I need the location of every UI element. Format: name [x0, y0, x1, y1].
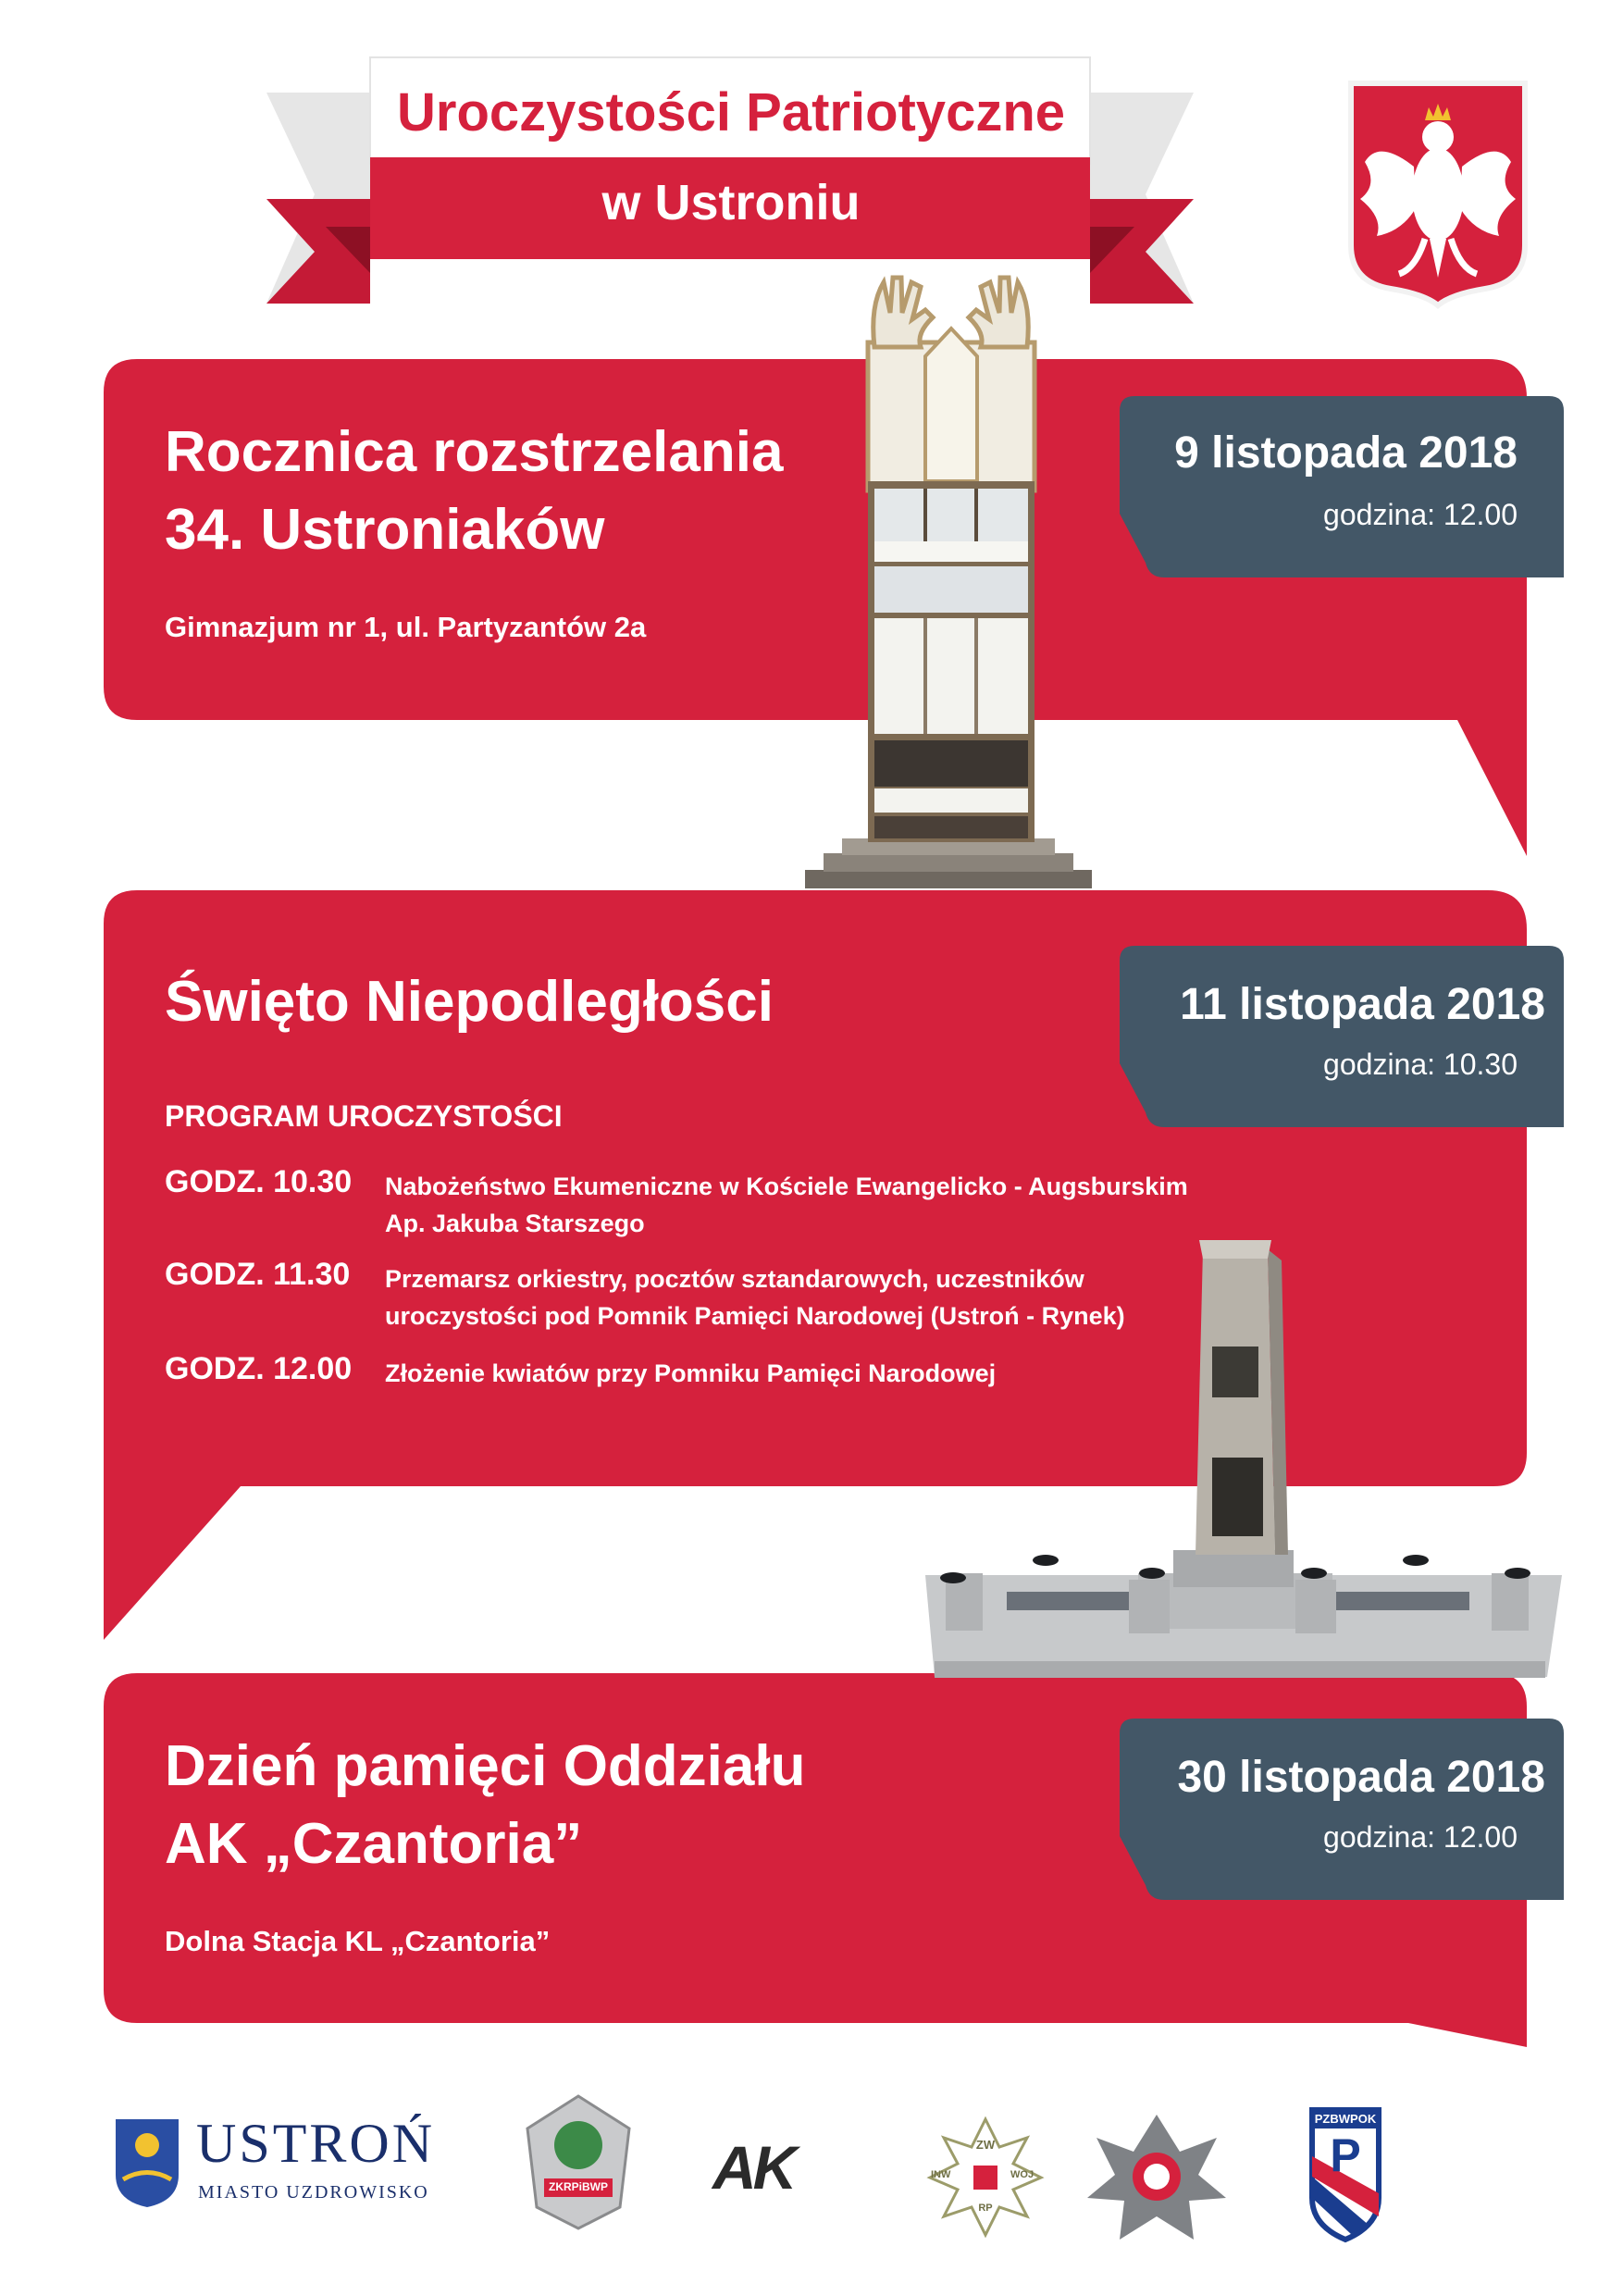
zw-label-left: INW: [931, 2169, 951, 2180]
pzbwpok-label: PZBWPOK: [1314, 2112, 1377, 2126]
header-title: Uroczystości Patriotyczne: [396, 82, 1066, 143]
header-subtitle: w Ustroniu: [601, 175, 861, 230]
program-item-1-line2: Ap. Jakuba Starszego: [385, 1210, 645, 1237]
event-1-title-line1: Rocznica rozstrzelania: [165, 420, 784, 484]
event-2-date-box: [1120, 946, 1564, 1127]
event-1-time: godzina: 12.00: [1323, 498, 1518, 531]
cross-badge: [1087, 2115, 1226, 2240]
ustron-crest-logo: [116, 2119, 179, 2207]
event-3-date: 30 listopada 2018: [1177, 1753, 1545, 1802]
program-item-2-time: GODZ. 11.30: [165, 1257, 351, 1292]
event-2-time: godzina: 10.30: [1323, 1048, 1518, 1081]
program-item-3-line1: Złożenie kwiatów przy Pomniku Pamięci Narodowej: [385, 1359, 997, 1387]
event-3-date-box: [1120, 1719, 1564, 1900]
event-3-title-line2: AK „Czantoria”: [165, 1812, 583, 1876]
event-1-location: Gimnazjum nr 1, ul. Partyzantów 2a: [165, 611, 647, 643]
event-3-title-line1: Dzień pamięci Oddziału: [165, 1734, 806, 1798]
coat-of-arms: [1351, 83, 1525, 305]
event-2-date: 11 listopada 2018: [1180, 980, 1545, 1029]
zw-label-bottom: RP: [978, 2203, 993, 2214]
program-item-3-time: GODZ. 12.00: [165, 1351, 353, 1386]
event-2-title: Święto Niepodległości: [165, 970, 774, 1034]
event-1-title-line2: 34. Ustroniaków: [165, 498, 605, 562]
program-heading: PROGRAM UROCZYSTOŚCI: [165, 1099, 563, 1133]
event-1-date: 9 listopada 2018: [1174, 428, 1518, 478]
pzbwpok-letter: P: [1330, 2129, 1361, 2181]
program-item-2-line2: uroczystości pod Pomnik Pamięci Narodowej (Ustroń - Rynek): [385, 1302, 1125, 1330]
event-3-location: Dolna Stacja KL „Czantoria”: [165, 1925, 551, 1957]
ustron-logo-name: USTROŃ: [196, 2113, 436, 2174]
program-item-2-line1: Przemarsz orkiestry, pocztów sztandarowych, uczestników: [385, 1265, 1084, 1293]
ustron-logo-subtitle: MIASTO UZDROWISKO: [198, 2182, 429, 2203]
ak-logo: AK: [712, 2133, 794, 2202]
event-1-date-box: [1120, 396, 1564, 577]
program-item-1-line1: Nabożeństwo Ekumeniczne w Kościele Ewangelicko - Augsburskim: [385, 1173, 1188, 1200]
event-3-time: godzina: 12.00: [1323, 1820, 1518, 1854]
zw-label-right: WOJ: [1010, 2169, 1035, 2180]
zkrpibwp-badge: [527, 2096, 629, 2228]
zkrpibwp-label: ZKRPiBWP: [549, 2180, 608, 2193]
program-item-1-time: GODZ. 10.30: [165, 1164, 353, 1199]
zw-label-top: ZW: [975, 2138, 996, 2152]
